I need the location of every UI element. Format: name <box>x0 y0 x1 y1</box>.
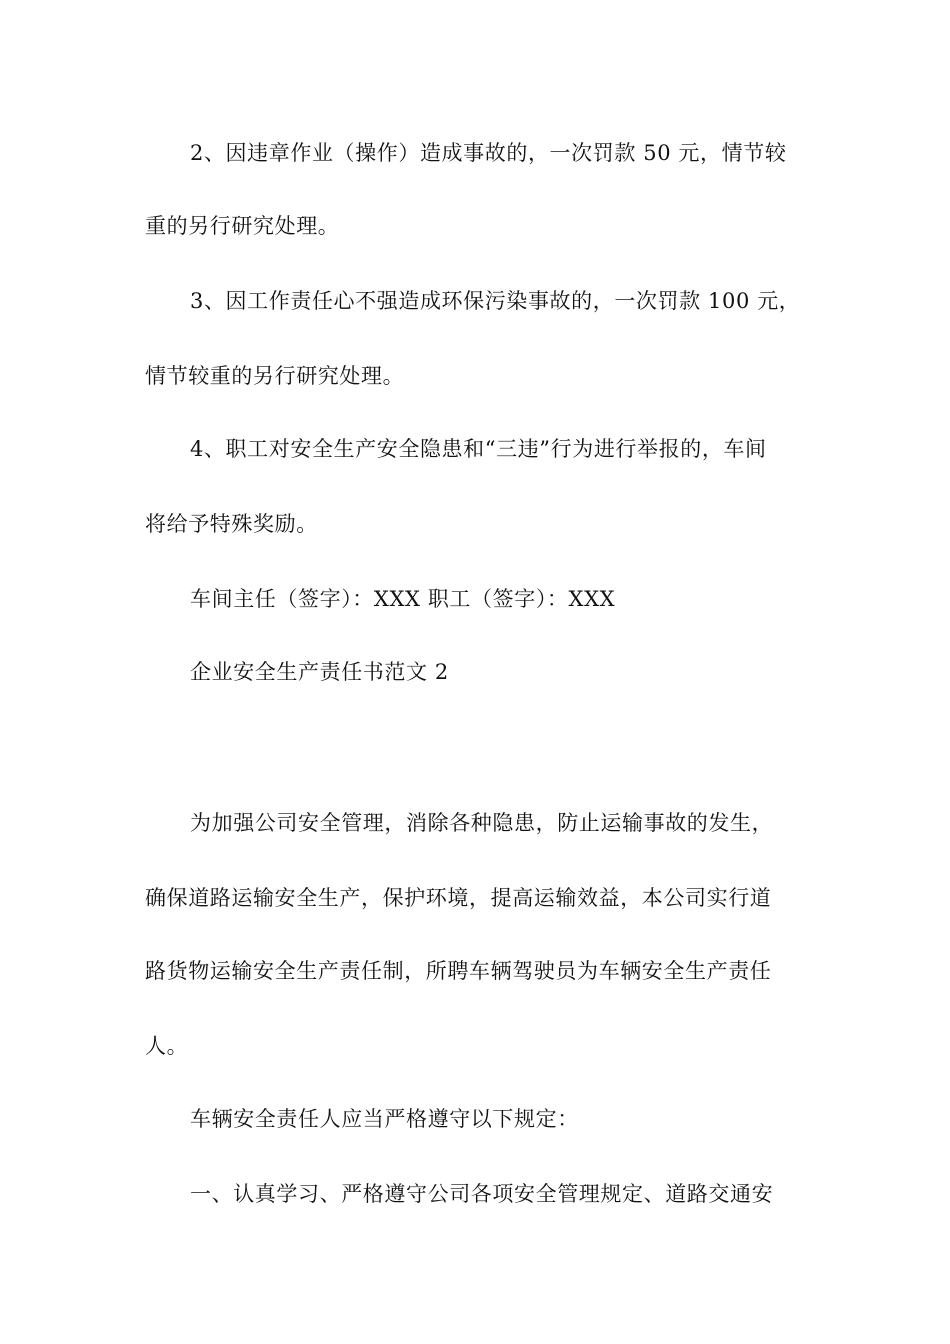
rules-heading: 车辆安全责任人应当严格遵守以下规定： <box>190 1107 579 1131</box>
paragraph-item-4-line-2: 将给予特殊奖励。 <box>145 512 318 536</box>
paragraph-item-2-line-2: 重的另行研究处理。 <box>145 214 340 238</box>
section-title: 企业安全生产责任书范文 2 <box>190 660 449 684</box>
intro-paragraph-line-3: 路货物运输安全生产责任制，所聘车辆驾驶员为车辆安全生产责任 <box>145 959 772 983</box>
intro-paragraph-line-1: 为加强公司安全管理，消除各种隐患，防止运输事故的发生， <box>190 811 774 835</box>
intro-paragraph-line-2: 确保道路运输安全生产，保护环境，提高运输效益，本公司实行道 <box>145 886 772 910</box>
intro-paragraph-line-4: 人。 <box>145 1034 189 1058</box>
paragraph-item-4-line-1: 4、职工对安全生产安全隐患和“三违”行为进行举报的，车间 <box>190 437 767 461</box>
paragraph-item-3-line-1: 3、因工作责任心不强造成环保污染事故的，一次罚款 100 元， <box>190 289 801 313</box>
paragraph-item-2-line-1: 2、因违章作业（操作）造成事故的，一次罚款 50 元，情节较 <box>190 141 787 165</box>
paragraph-item-3-line-2: 情节较重的另行研究处理。 <box>145 364 405 388</box>
signature-line: 车间主任（签字）：XXX 职工（签字）：XXX <box>190 587 616 611</box>
rule-one-line-1: 一、认真学习、严格遵守公司各项安全管理规定、道路交通安 <box>190 1182 774 1206</box>
